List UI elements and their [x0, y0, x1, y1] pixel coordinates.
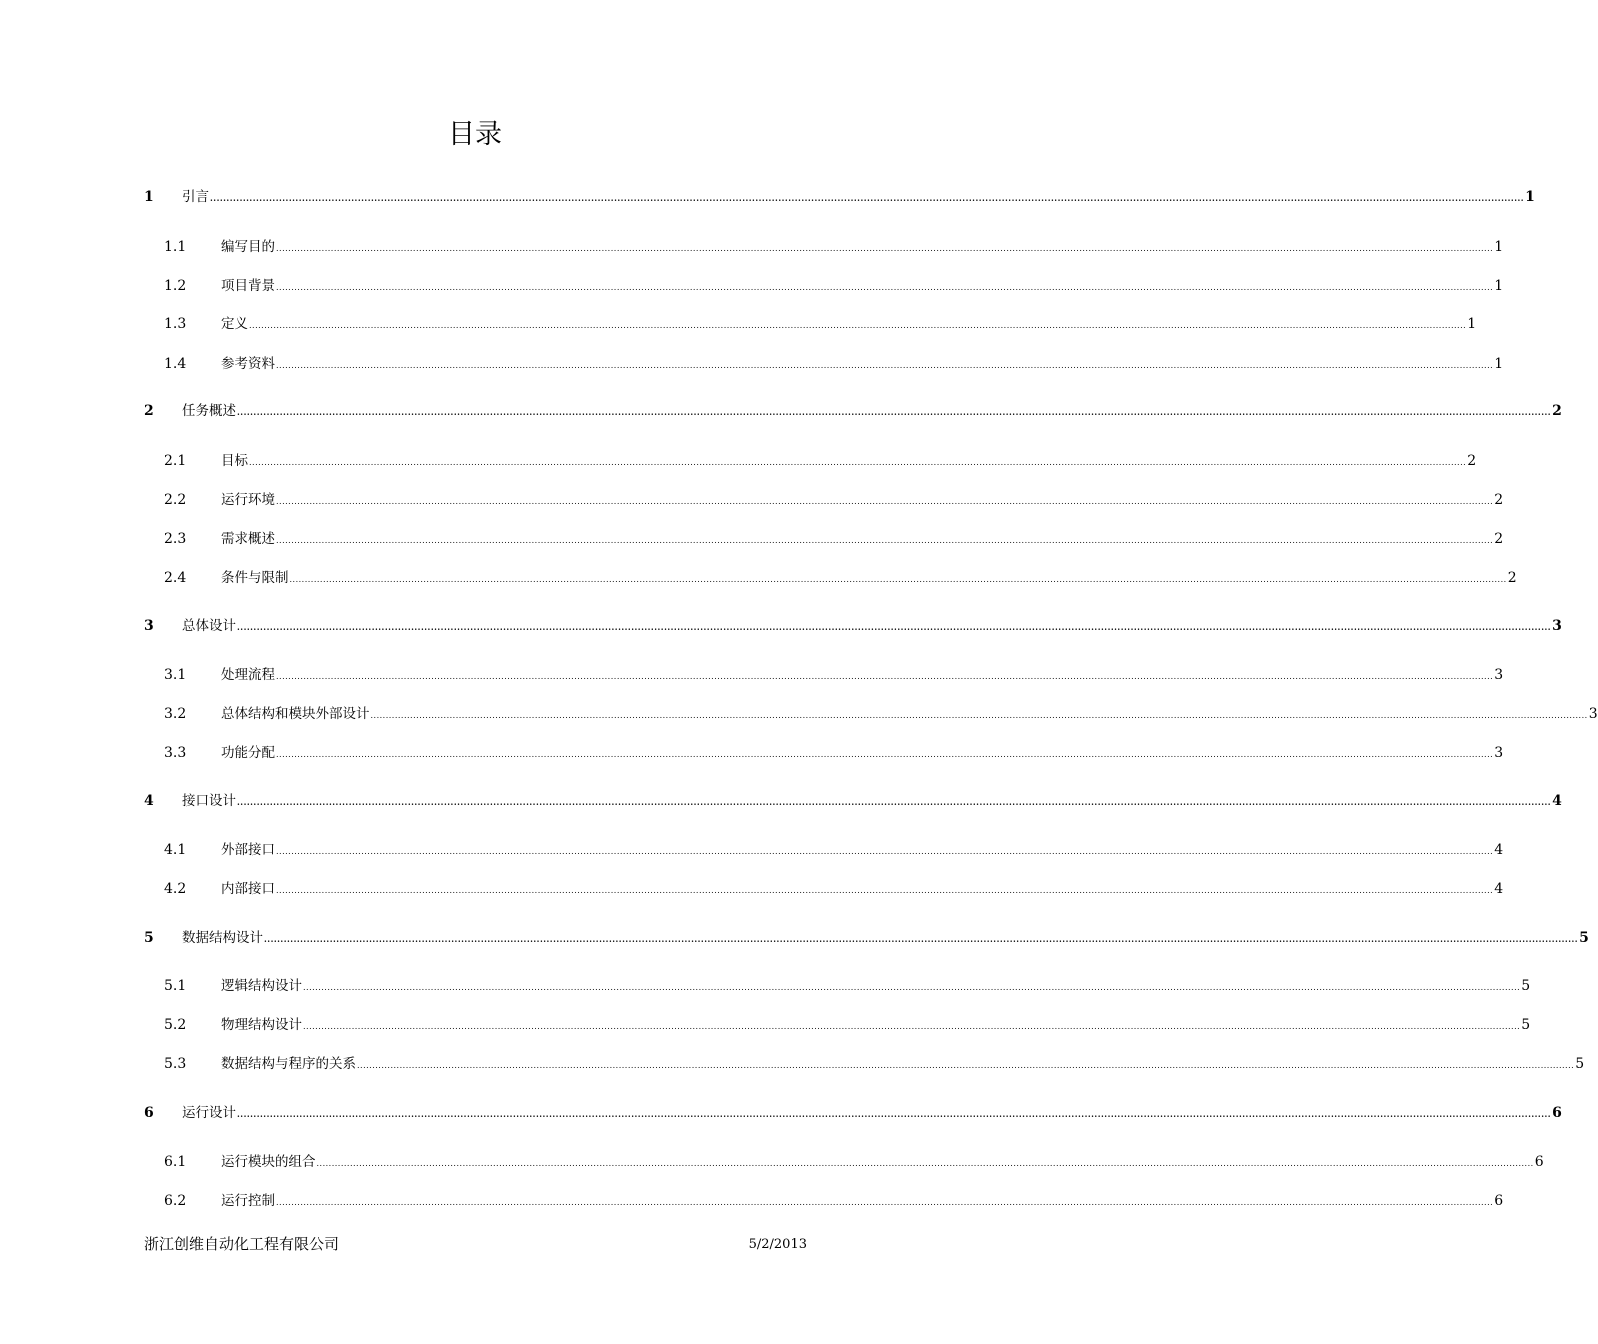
toc-dot-leader: ................................................................................................................................................................................................................................................................................................................................................................................................................ [276, 244, 1494, 253]
toc-entry[interactable] [144, 743, 1504, 763]
toc-entry-page: 4 [1494, 881, 1504, 897]
toc-entry-page: 1 [1525, 189, 1535, 205]
toc-entry-title: 运行控制 [221, 1193, 275, 1209]
toc-dot-leader: ................................................................................................................................................................................................................................................................................................................................................................................................................ [276, 847, 1494, 856]
toc-entry-page: 2 [1467, 453, 1477, 469]
toc-entry-page: 2 [1494, 492, 1504, 508]
toc-dot-leader: ................................................................................................................................................................................................................................................................................................................................................................................................................ [357, 1061, 1575, 1070]
toc-dot-leader: ................................................................................................................................................................................................................................................................................................................................................................................................................ [276, 886, 1494, 895]
toc-entry-page: 5 [1521, 978, 1531, 994]
toc-entry[interactable] [144, 976, 1531, 996]
toc-entry-title: 引言 [182, 189, 209, 205]
toc-entry[interactable] [144, 276, 1504, 296]
toc-dot-leader: ................................................................................................................................................................................................................................................................................................................................................................................................................ [289, 575, 1507, 584]
footer-company: 浙江创维自动化工程有限公司 [144, 1235, 340, 1253]
toc-entry-number: 5 [144, 930, 154, 946]
toc-entry-title: 任务概述 [182, 403, 236, 419]
toc-entry-number: 2.1 [164, 453, 187, 469]
toc-dot-leader: ................................................................................................................................................................................................................................................................................................................................................................................................................ [264, 934, 1579, 944]
toc-entry[interactable] [144, 237, 1504, 257]
toc-entry-page: 2 [1507, 570, 1517, 586]
toc-entry[interactable] [144, 1103, 1562, 1123]
toc-entry[interactable] [144, 568, 1517, 588]
toc-entry-page: 3 [1494, 667, 1504, 683]
toc-entry-number: 5.3 [164, 1056, 187, 1072]
toc-entry[interactable] [144, 354, 1504, 374]
toc-entry-number: 6.2 [164, 1193, 187, 1209]
toc-entry-title: 接口设计 [182, 793, 236, 809]
toc-dot-leader: ................................................................................................................................................................................................................................................................................................................................................................................................................ [276, 361, 1494, 370]
toc-entry-number: 6 [144, 1105, 154, 1121]
toc-dot-leader: ................................................................................................................................................................................................................................................................................................................................................................................................................ [237, 1109, 1552, 1119]
toc-dot-leader: ................................................................................................................................................................................................................................................................................................................................................................................................................ [249, 458, 1467, 467]
toc-entry[interactable] [144, 704, 1598, 724]
toc-entry-number: 2 [144, 403, 154, 419]
toc-dot-leader: ................................................................................................................................................................................................................................................................................................................................................................................................................ [303, 1022, 1521, 1031]
toc-entry[interactable] [144, 840, 1504, 860]
toc-entry-number: 6.1 [164, 1154, 187, 1170]
toc-dot-leader: ................................................................................................................................................................................................................................................................................................................................................................................................................ [249, 321, 1467, 330]
toc-entry-page: 5 [1579, 930, 1589, 946]
toc-entry[interactable] [144, 451, 1477, 471]
toc-dot-leader: ................................................................................................................................................................................................................................................................................................................................................................................................................ [276, 672, 1494, 681]
toc-dot-leader: ................................................................................................................................................................................................................................................................................................................................................................................................................ [276, 750, 1494, 759]
toc-entry[interactable] [144, 1191, 1504, 1211]
toc-entry-page: 1 [1494, 356, 1504, 372]
toc-entry[interactable] [144, 879, 1504, 899]
toc-dot-leader: ................................................................................................................................................................................................................................................................................................................................................................................................................ [210, 193, 1525, 203]
toc-entry-number: 3.2 [164, 706, 187, 722]
toc-entry-page: 3 [1588, 706, 1598, 722]
toc-dot-leader: ................................................................................................................................................................................................................................................................................................................................................................................................................ [237, 407, 1552, 417]
toc-entry-number: 1.3 [164, 316, 187, 332]
toc-entry-page: 1 [1494, 239, 1504, 255]
toc-entry-page: 3 [1552, 618, 1562, 634]
toc-dot-leader: ................................................................................................................................................................................................................................................................................................................................................................................................................ [316, 1159, 1534, 1168]
toc-entry[interactable] [144, 401, 1562, 421]
toc-entry-page: 3 [1494, 745, 1504, 761]
toc-entry-title: 处理流程 [221, 667, 275, 683]
toc-entry-number: 2.3 [164, 531, 187, 547]
toc-entry[interactable] [144, 314, 1477, 334]
toc-entry-page: 6 [1494, 1193, 1504, 1209]
toc-entry-title: 运行环境 [221, 492, 275, 508]
toc-entry-number: 3.3 [164, 745, 187, 761]
toc-entry-title: 目标 [221, 453, 248, 469]
toc-entry[interactable] [144, 1054, 1585, 1074]
toc-entry-title: 总体结构和模块外部设计 [221, 706, 370, 722]
toc-entry-title: 条件与限制 [221, 570, 289, 586]
toc-entry-page: 4 [1552, 793, 1562, 809]
toc-entry-title: 功能分配 [221, 745, 275, 761]
page-title: 目录 [448, 119, 502, 150]
toc-entry-number: 1 [144, 189, 154, 205]
toc-dot-leader: ................................................................................................................................................................................................................................................................................................................................................................................................................ [237, 797, 1552, 807]
toc-entry-number: 1.2 [164, 278, 187, 294]
toc-dot-leader: ................................................................................................................................................................................................................................................................................................................................................................................................................ [237, 622, 1552, 632]
toc-entry-number: 1.1 [164, 239, 187, 255]
toc-entry-number: 4.2 [164, 881, 187, 897]
toc-entry-title: 项目背景 [221, 278, 275, 294]
toc-entry-title: 需求概述 [221, 531, 275, 547]
toc-entry-number: 4 [144, 793, 154, 809]
toc-entry-title: 总体设计 [182, 618, 236, 634]
toc-entry-title: 内部接口 [221, 881, 275, 897]
toc-entry[interactable] [144, 616, 1562, 636]
toc-dot-leader: ................................................................................................................................................................................................................................................................................................................................................................................................................ [276, 283, 1494, 292]
toc-entry-title: 参考资料 [221, 356, 275, 372]
toc-entry-title: 外部接口 [221, 842, 275, 858]
toc-dot-leader: ................................................................................................................................................................................................................................................................................................................................................................................................................ [303, 983, 1521, 992]
toc-entry[interactable] [144, 928, 1589, 948]
toc-entry-page: 6 [1552, 1105, 1562, 1121]
toc-entry-number: 5.1 [164, 978, 187, 994]
toc-entry-title: 数据结构与程序的关系 [221, 1056, 356, 1072]
toc-entry-number: 2.2 [164, 492, 187, 508]
toc-entry-page: 5 [1521, 1017, 1531, 1033]
toc-entry[interactable] [144, 665, 1504, 685]
toc-entry-title: 逻辑结构设计 [221, 978, 302, 994]
toc-entry-title: 编写目的 [221, 239, 275, 255]
toc-entry[interactable] [144, 1015, 1531, 1035]
toc-entry-number: 2.4 [164, 570, 187, 586]
toc-entry[interactable] [144, 791, 1562, 811]
toc-entry-title: 物理结构设计 [221, 1017, 302, 1033]
toc-entry-title: 运行设计 [182, 1105, 236, 1121]
toc-entry-number: 3.1 [164, 667, 187, 683]
footer-date: 5/2/2013 [748, 1237, 807, 1252]
toc-entry[interactable] [144, 187, 1535, 207]
toc-entry-page: 2 [1552, 403, 1562, 419]
toc-dot-leader: ................................................................................................................................................................................................................................................................................................................................................................................................................ [370, 711, 1588, 720]
toc-entry[interactable] [144, 529, 1504, 549]
toc-entry-number: 1.4 [164, 356, 187, 372]
toc-entry-number: 4.1 [164, 842, 187, 858]
toc-entry-page: 4 [1494, 842, 1504, 858]
toc-dot-leader: ................................................................................................................................................................................................................................................................................................................................................................................................................ [276, 497, 1494, 506]
toc-entry-title: 数据结构设计 [182, 930, 263, 946]
toc-entry-page: 1 [1467, 316, 1477, 332]
toc-entry[interactable] [144, 1152, 1544, 1172]
toc-entry-number: 5.2 [164, 1017, 187, 1033]
toc-entry-page: 5 [1575, 1056, 1585, 1072]
toc-entry-title: 运行模块的组合 [221, 1154, 316, 1170]
toc-entry-number: 3 [144, 618, 154, 634]
toc-entry-page: 6 [1534, 1154, 1544, 1170]
toc-entry-page: 1 [1494, 278, 1504, 294]
toc-entry-page: 2 [1494, 531, 1504, 547]
toc-dot-leader: ................................................................................................................................................................................................................................................................................................................................................................................................................ [276, 536, 1494, 545]
toc-entry[interactable] [144, 490, 1504, 510]
toc-entry-title: 定义 [221, 316, 248, 332]
toc-dot-leader: ................................................................................................................................................................................................................................................................................................................................................................................................................ [276, 1198, 1494, 1207]
